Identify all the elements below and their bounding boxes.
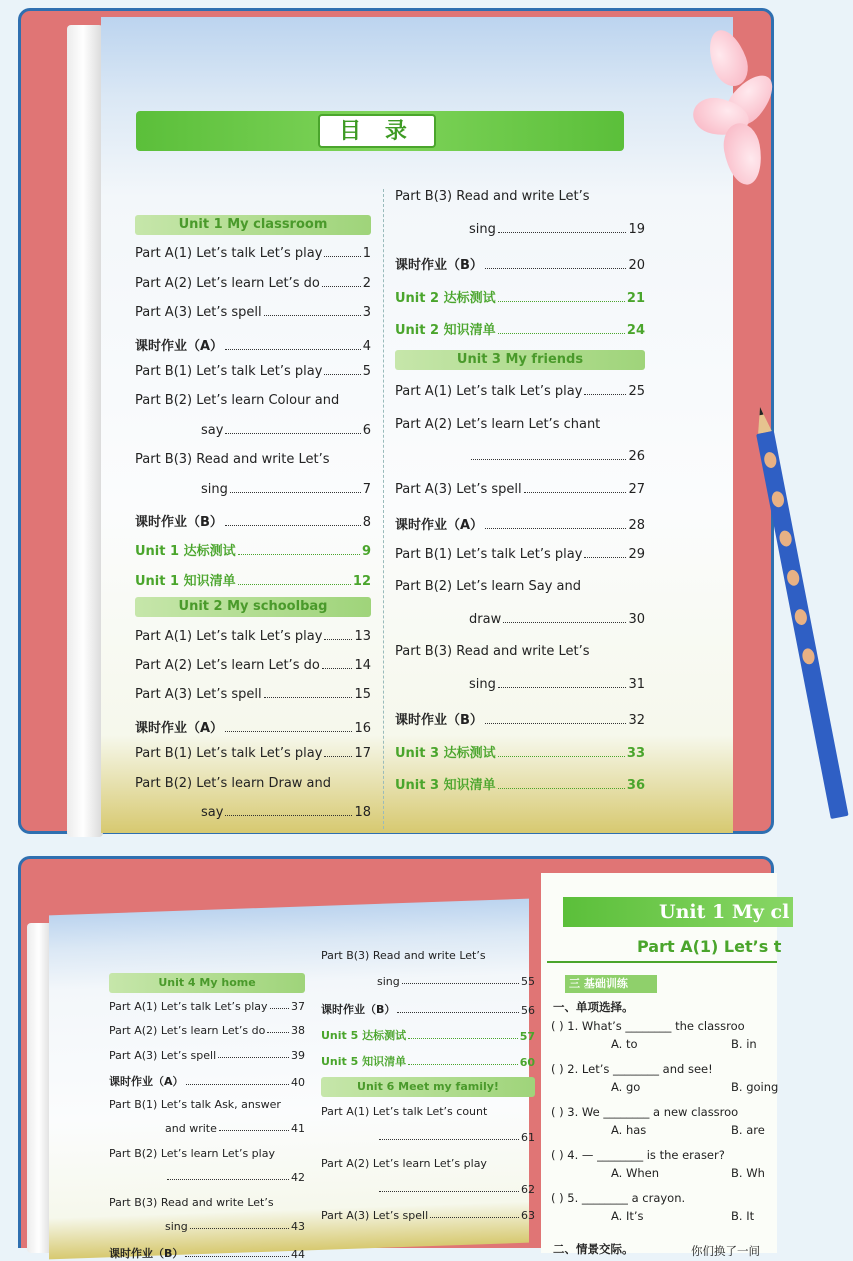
entry-title: 课时作业（B） [395,258,483,273]
entry-title: Part A(3) Let’s spell [109,1048,217,1062]
dot-leader [498,333,625,334]
page-number: 62 [521,1183,535,1196]
toc-entry [321,1209,535,1222]
toc-entry [395,319,645,338]
entry-title: Part B(3) Read and write Let’s [321,949,486,962]
entry-title: Part B(1) Let’s talk Let’s play [395,546,583,562]
toc-entry [377,1183,535,1196]
dot-leader [267,1032,289,1033]
entry-title: sing [469,221,496,237]
page-number: 31 [628,676,645,692]
entry-title: 课时作业（A） [109,1075,184,1088]
page-number: 7 [362,481,371,497]
entry-title: Part A(1) Let’s talk Let’s play [395,384,583,399]
page-number: 25 [628,384,645,399]
unit-banner: Unit 1 My cl [563,897,793,927]
page-number: 30 [628,611,645,627]
toc-entry [109,1098,305,1111]
dot-leader [270,1008,289,1009]
page-number: 36 [626,778,645,793]
dot-leader [408,1064,518,1065]
dot-leader [225,433,360,434]
toc-entry [395,742,645,761]
toc-entry [395,287,645,306]
dot-leader [524,492,627,493]
toc-entry [109,1000,305,1013]
toc-entry [395,547,645,562]
toc-entry [135,452,371,467]
dot-leader [322,286,361,287]
toc-entry [377,975,535,988]
bottom-photo-panel [18,856,790,1261]
toc-entry [469,449,645,464]
toc-entry [135,305,371,320]
entry-title: Part A(2) Let’s learn Let’s do [135,275,320,291]
toc-entry [395,709,645,728]
toc-entry [135,570,371,589]
entry-title: Part B(3) Read and write Let’s [395,644,590,659]
toc-entry [135,658,371,673]
entry-title: Unit 5 达标测试 [321,1029,407,1042]
page-number: 26 [628,449,645,464]
page-number: 8 [362,515,371,530]
dot-leader [503,622,626,623]
toc-entry [135,776,371,791]
page-number: 29 [628,546,645,562]
entry-title: Part B(3) Read and write Let’s [135,452,330,468]
entry-title: and write [165,1122,217,1135]
unit-header: Unit 1 My classroom [135,215,371,235]
dot-leader [584,557,626,558]
dot-leader [379,1139,519,1140]
dot-leader [322,668,353,669]
page-number: 43 [291,1220,305,1233]
dot-leader [218,1057,289,1058]
entry-title: 课时作业（B） [135,515,223,530]
toc-entry [135,276,371,291]
entry-title: Part B(1) Let’s talk Ask, answer [109,1097,281,1111]
entry-title: Part B(2) Let’s learn Say and [395,579,581,594]
option-a: A. to [611,1037,638,1051]
column-divider [383,189,384,829]
toc-entry [395,644,645,659]
dot-leader [219,1130,289,1131]
page-number: 44 [291,1247,305,1261]
toc-entry [135,511,371,530]
toc-entry [377,1131,535,1144]
page-number: 5 [362,364,371,379]
page-number: 13 [354,628,371,644]
page-number: 60 [519,1056,535,1069]
entry-title: say [201,805,224,820]
toc-entry [165,1171,305,1184]
page-number: 15 [354,687,371,703]
dot-leader [485,723,627,724]
dot-leader [185,1256,289,1257]
option-a: A. go [611,1080,641,1094]
dot-leader [498,756,625,757]
option-a: A. It’s [611,1209,644,1223]
toc-entry [135,364,371,379]
dot-leader [324,374,360,375]
entry-title: Part B(2) Let’s learn Colour and [135,393,340,409]
option-a: A. has [611,1123,647,1137]
entry-title: 课时作业（A） [135,720,224,736]
dot-leader [238,554,360,555]
toc-entry [201,423,371,438]
page-number: 61 [521,1131,535,1144]
page-number: 2 [362,275,371,291]
page-number: 63 [521,1209,535,1222]
entry-title: Part B(3) Read and write Let’s [109,1195,274,1209]
dot-leader [225,349,361,350]
toc-entry [321,1001,535,1017]
dot-leader [379,1191,519,1192]
toc-entry [109,1073,305,1089]
toc-entry [395,189,645,204]
question-text: ( ) 4. — ________ is the eraser? [551,1148,725,1162]
toc-entry [321,1105,535,1118]
unit-header: Unit 6 Meet my family! [321,1077,535,1097]
page-number: 14 [354,658,371,673]
dot-leader [264,697,353,698]
toc-entry [321,1157,535,1170]
exercise-page [541,873,790,1258]
top-photo-panel [18,8,774,834]
toc-entry [321,949,535,962]
dot-leader [225,815,352,816]
entry-title: Part A(2) Let’s learn Let’s chant [395,416,601,432]
page-number: 38 [291,1024,305,1037]
entry-title: Part B(3) Read and write Let’s [395,189,590,204]
toc-entry [165,1122,305,1135]
option-b: B. are [731,1123,765,1137]
toc-entry [321,1053,535,1069]
entry-title: Unit 2 达标测试 [395,290,496,306]
option-b: B. It [731,1209,755,1223]
entry-title: 课时作业（A） [135,338,224,354]
toc-entry [135,717,371,736]
dot-leader [584,394,626,395]
page-number: 24 [626,323,645,338]
page-number: 56 [521,1004,535,1017]
toc-entry [395,384,645,399]
entry-title: 课时作业（A） [395,518,484,533]
page-number: 32 [628,713,645,728]
toc-entry [165,1220,305,1233]
entry-title: Part A(2) Let’s learn Let’s do [109,1024,266,1037]
toc-entry [395,254,645,273]
entry-title: Part B(1) Let’s talk Let’s play [135,364,323,379]
page-number: 19 [628,221,645,237]
question-text: 你们换了一间 [691,1244,760,1258]
page-title: 目 录 [318,114,436,148]
question-heading-2: 二、情景交际。 [553,1242,634,1256]
toc-entry [135,540,371,559]
toc-entry [395,417,645,432]
title-banner [136,111,624,151]
entry-title: Unit 5 知识清单 [321,1055,407,1068]
page-number: 33 [626,745,645,761]
dot-leader [485,528,626,529]
entry-title: Part A(3) Let’s spell [135,687,262,703]
option-b: B. going [731,1080,779,1094]
unit-header: Unit 3 My friends [395,350,645,370]
dot-leader [498,232,627,233]
toc-entry [395,482,645,497]
entry-title: Unit 1 知识清单 [135,573,236,589]
entry-title: Unit 3 达标测试 [395,745,496,761]
page-number: 3 [362,305,371,321]
dot-leader [324,639,352,640]
page-number: 42 [291,1171,305,1184]
dot-leader [397,1012,519,1013]
question-text: ( ) 1. What’s ________ the classroo [551,1019,745,1033]
entry-title: Part A(1) Let’s talk Let’s count [321,1105,488,1118]
toc-entry [469,677,645,692]
page-number: 18 [354,805,371,820]
entry-title: 课时作业（B） [321,1003,396,1016]
entry-title: sing [165,1220,188,1233]
page-number: 27 [628,481,645,497]
page-number: 37 [291,999,305,1013]
dot-leader [324,256,360,257]
option-a: A. When [611,1166,659,1180]
unit-header: Unit 4 My home [109,973,305,993]
dot-leader [498,788,625,789]
dot-leader [324,756,352,757]
page-number: 39 [291,1048,305,1062]
dot-leader [167,1179,289,1180]
entry-title: sing [377,975,400,988]
toc-entry [135,335,371,354]
toc-entry [135,629,371,644]
entry-title: draw [469,611,502,627]
page-number: 9 [361,544,371,560]
toc-entry [135,746,371,761]
toc-entry [321,1027,535,1043]
dot-leader [190,1228,289,1229]
page-number: 28 [628,518,645,533]
dot-leader [430,1217,519,1218]
entry-title: Part B(2) Let’s learn Draw and [135,775,332,791]
dot-leader [230,492,361,493]
dot-leader [402,983,519,984]
toc-entry [395,774,645,793]
page-number: 57 [519,1030,535,1043]
page-number: 55 [521,975,535,988]
entry-title: Part A(3) Let’s spell [135,305,262,321]
toc-entry [469,612,645,627]
page-number: 21 [626,290,645,306]
toc-entry [109,1196,305,1209]
page-number: 20 [628,258,645,273]
page-number: 40 [291,1076,305,1089]
toc-entry [135,393,371,408]
entry-title: Unit 1 达标测试 [135,544,236,560]
entry-title: Unit 2 知识清单 [395,323,496,338]
divider [547,961,777,963]
toc-entry [109,1049,305,1062]
entry-title: sing [201,481,228,497]
dot-leader [186,1084,289,1085]
pencil-icon [747,405,853,822]
part-title: Part A(1) Let’s t [637,937,782,956]
toc-entry [135,687,371,702]
question-text: ( ) 5. ________ a crayon. [551,1191,686,1205]
entry-title: Part A(1) Let’s talk Let’s play [109,999,268,1013]
section-tag: 三 基础训练 [565,975,657,993]
page-number: 12 [352,573,371,589]
dot-leader [225,525,361,526]
page-number: 41 [291,1122,305,1135]
dot-leader [225,731,352,732]
entry-title: sing [469,676,496,692]
page-curl [67,25,103,837]
entry-title: Unit 3 知识清单 [395,778,496,793]
entry-title: Part A(2) Let’s learn Let’s do [135,658,320,673]
entry-title: 课时作业（B） [395,713,483,728]
entry-title: Part A(3) Let’s spell [321,1209,429,1222]
page-number: 17 [354,746,371,762]
entry-title: Part A(1) Let’s talk Let’s play [135,628,323,644]
toc-entry [109,1024,305,1037]
dot-leader [408,1038,518,1039]
page-number: 6 [362,422,371,438]
entry-title: Part A(2) Let’s learn Let’s play [321,1157,487,1170]
page-number: 4 [362,338,371,354]
toc-entry [109,1245,305,1261]
dot-leader [498,301,625,302]
question-heading: 一、单项选择。 [553,1000,634,1014]
unit-header: Unit 2 My schoolbag [135,597,371,617]
dot-leader [238,584,351,585]
question-text: ( ) 2. Let’s ________ and see! [551,1062,713,1076]
option-b: B. in [731,1037,757,1051]
dot-leader [264,315,361,316]
entry-title: say [201,422,224,438]
toc-entry [395,514,645,533]
option-b: B. Wh [731,1166,765,1180]
page-number: 16 [354,720,371,736]
toc-entry [201,482,371,497]
entry-title: Part A(3) Let’s spell [395,481,522,497]
toc-entry [395,579,645,594]
page-number: 1 [362,246,371,262]
dot-leader [498,687,627,688]
entry-title: Part B(1) Let’s talk Let’s play [135,746,323,762]
entry-title: Part A(1) Let’s talk Let’s play [135,246,323,262]
dot-leader [471,459,626,460]
question-text: ( ) 3. We ________ a new classroo [551,1105,739,1119]
entry-title: 课时作业（B） [109,1246,184,1260]
toc-entry [109,1147,305,1160]
dot-leader [485,268,627,269]
toc-entry [201,805,371,820]
entry-title: Part B(2) Let’s learn Let’s play [109,1146,275,1160]
toc-entry [469,222,645,237]
toc-entry [135,246,371,261]
